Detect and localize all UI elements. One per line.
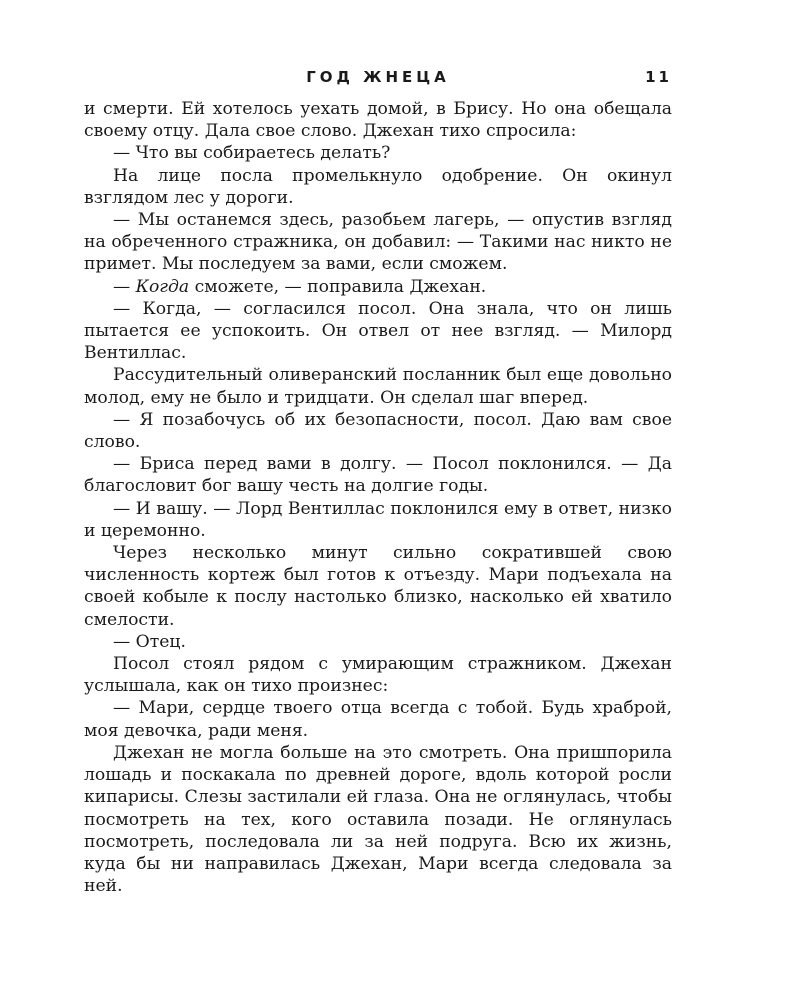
paragraph: — Я позабочусь об их безопасности, посол. Даю вам свое слово. [84, 409, 672, 453]
paragraph: Рассудительный оливеранский посланник был еще довольно молод, ему не было и тридцати. Он сделал шаг вперед. [84, 365, 672, 408]
paragraph-with-emphasis [84, 276, 672, 298]
running-header [84, 64, 672, 98]
paragraph: — Бриса перед вами в долгу. — Посол поклонился. — Да благословит бог вашу честь на долгие годы. [84, 454, 672, 497]
paragraph: — Мы останемся здесь, разобьем лагерь, — опустив взгляд на обреченного стражника, он добавил: — Такими нас никто не примет. Мы последуем за вами, если сможем. [84, 210, 672, 275]
paragraph: На лице посла промелькнуло одобрение. Он окинул взглядом лес у дороги. [84, 165, 672, 208]
paragraph: — Отец. [113, 631, 186, 652]
paragraph: Посол стоял рядом с умирающим стражником. Джехан услышала, как он тихо произнес: [84, 654, 672, 697]
paragraph: — Мари, сердце твоего отца всегда с тобой. Будь храброй, моя девочка, ради меня. [84, 698, 672, 741]
paragraph: Джехан не могла больше на это смотреть. Она пришпорила лошадь и поскакала по древней дороге, вдоль которой росли кипарисы. Слезы застилали ей глаза. Она не оглянулась, чтобы посмотреть на тех, кого оставила позади. Не оглянулась посмотреть, последовала ли за ней подруга. Всю их жизнь, куда бы ни направилась Джехан, Мари всегда следовала за ней. [84, 742, 672, 897]
body-text [84, 98, 672, 897]
paragraph: и смерти. Ей хотелось уехать домой, в Брису. Но она обещала своему отцу. Дала свое слово. Джехан тихо спросила: [84, 99, 672, 142]
dash: — [113, 276, 136, 297]
emphasized-word: Когда [135, 276, 190, 297]
page-number: 11 [645, 68, 672, 86]
running-title: ГОД ЖНЕЦА [306, 68, 450, 86]
paragraph-rest: сможете, — поправила Джехан. [189, 276, 487, 297]
paragraph: — Что вы собираетесь делать? [113, 143, 391, 164]
paragraph: — Когда, — согласился посол. Она знала, что он лишь пытается ее успокоить. Он отвел от нее взгляд. — Милорд Вентиллас. [84, 298, 672, 364]
book-page [84, 64, 672, 897]
paragraph: Через несколько минут сильно сократившей свою численность кортеж был готов к отъезду. Мари подъехала на своей кобыле к послу настолько близко, насколько ей хватило смелости. [84, 543, 672, 630]
paragraph: — И вашу. — Лорд Вентиллас поклонился ему в ответ, низко и церемонно. [84, 498, 672, 541]
